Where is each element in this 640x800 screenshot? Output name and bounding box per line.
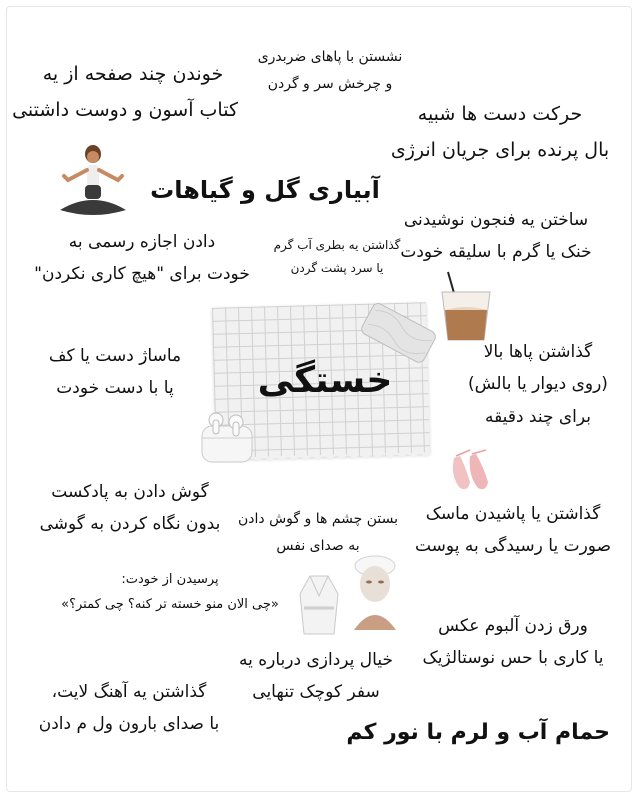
ballet-shoes-icon [446, 448, 496, 494]
note-line: و چرخش سر و گردن [267, 75, 393, 92]
note-line: دادن اجازه رسمی به [68, 232, 216, 252]
note-line: گذاشتن یه بطری آب گرم [273, 238, 401, 252]
note-line: خوندن چند صفحه از یه [42, 63, 224, 85]
note-line: کتاب آسون و دوست داشتنی [12, 99, 238, 122]
note-line: حرکت دست ها شبیه [417, 103, 583, 125]
note-daydream [226, 644, 406, 709]
iced-coffee-icon [424, 270, 504, 346]
note-line: ورق زدن آلبوم عکس [438, 616, 588, 636]
note-drink [396, 204, 596, 269]
note-line: (روی دیوار یا بالش) [468, 374, 608, 395]
note-ask-self [50, 568, 290, 617]
note-line: یا سرد پشت گردن [290, 260, 384, 275]
note-line: برای چند دقیقه [484, 406, 592, 427]
note-music [24, 676, 234, 741]
yoga-woman-icon [50, 140, 136, 224]
bathrobe-icon [296, 572, 342, 638]
note-line: گوش دادن به پادکست [51, 482, 209, 502]
note-movement [390, 96, 610, 168]
note-legs-up [448, 336, 628, 433]
note-line: حمام آب و لرم با نور کم [346, 720, 610, 745]
note-sitting [250, 44, 410, 97]
page-title: خستگی [257, 360, 393, 401]
note-permission [22, 226, 262, 291]
note-bath [346, 712, 610, 754]
note-line: بال پرنده برای جریان انرژی [390, 139, 610, 162]
note-massage [40, 340, 190, 405]
note-line: پا با دست خودت [56, 378, 174, 399]
earbuds-icon [196, 408, 260, 468]
note-line: بستن چشم ها و گوش دادن [237, 511, 398, 527]
note-hot-bottle [262, 234, 412, 280]
note-line: گذاشتن یا پاشیدن ماسک [425, 504, 601, 524]
note-line: خودت برای "هیچ کاری نکردن" [34, 264, 250, 285]
note-line: ماساژ دست یا کف [48, 346, 182, 366]
note-line: به صدای نفس [276, 537, 360, 554]
note-line: نشستن با پاهای ضربدری [257, 49, 403, 65]
note-mask [408, 498, 618, 563]
note-line: با صدای بارون ول م دادن [38, 714, 220, 735]
note-line: خنک یا گرم با سلیقه خودت [400, 242, 592, 263]
note-line: ساختن یه فنجون نوشیدنی [403, 210, 589, 230]
note-album [418, 610, 608, 675]
note-plants [145, 168, 385, 214]
note-line: «چی الان منو خسته تر کنه؟ چی کمتر؟» [61, 596, 279, 612]
note-line: یا کاری با حس نوستالژیک [422, 648, 604, 669]
face-mask-woman-icon [344, 552, 406, 630]
note-line: آبیاری گل و گیاهات [150, 176, 380, 204]
note-line: بدون نگاه کردن به گوشی [39, 514, 221, 535]
note-reading [12, 56, 238, 128]
note-line: صورت یا رسیدگی به پوست [414, 536, 612, 557]
note-line: گذاشتن یه آهنگ لایت، [51, 682, 207, 702]
note-line: سفر کوچک تنهایی [252, 682, 380, 703]
note-line: خیال پردازی درباره یه [239, 650, 393, 670]
note-line: گذاشتن پاها بالا [483, 342, 593, 362]
note-podcast [30, 476, 230, 541]
note-line: پرسیدن از خودت: [121, 572, 219, 587]
